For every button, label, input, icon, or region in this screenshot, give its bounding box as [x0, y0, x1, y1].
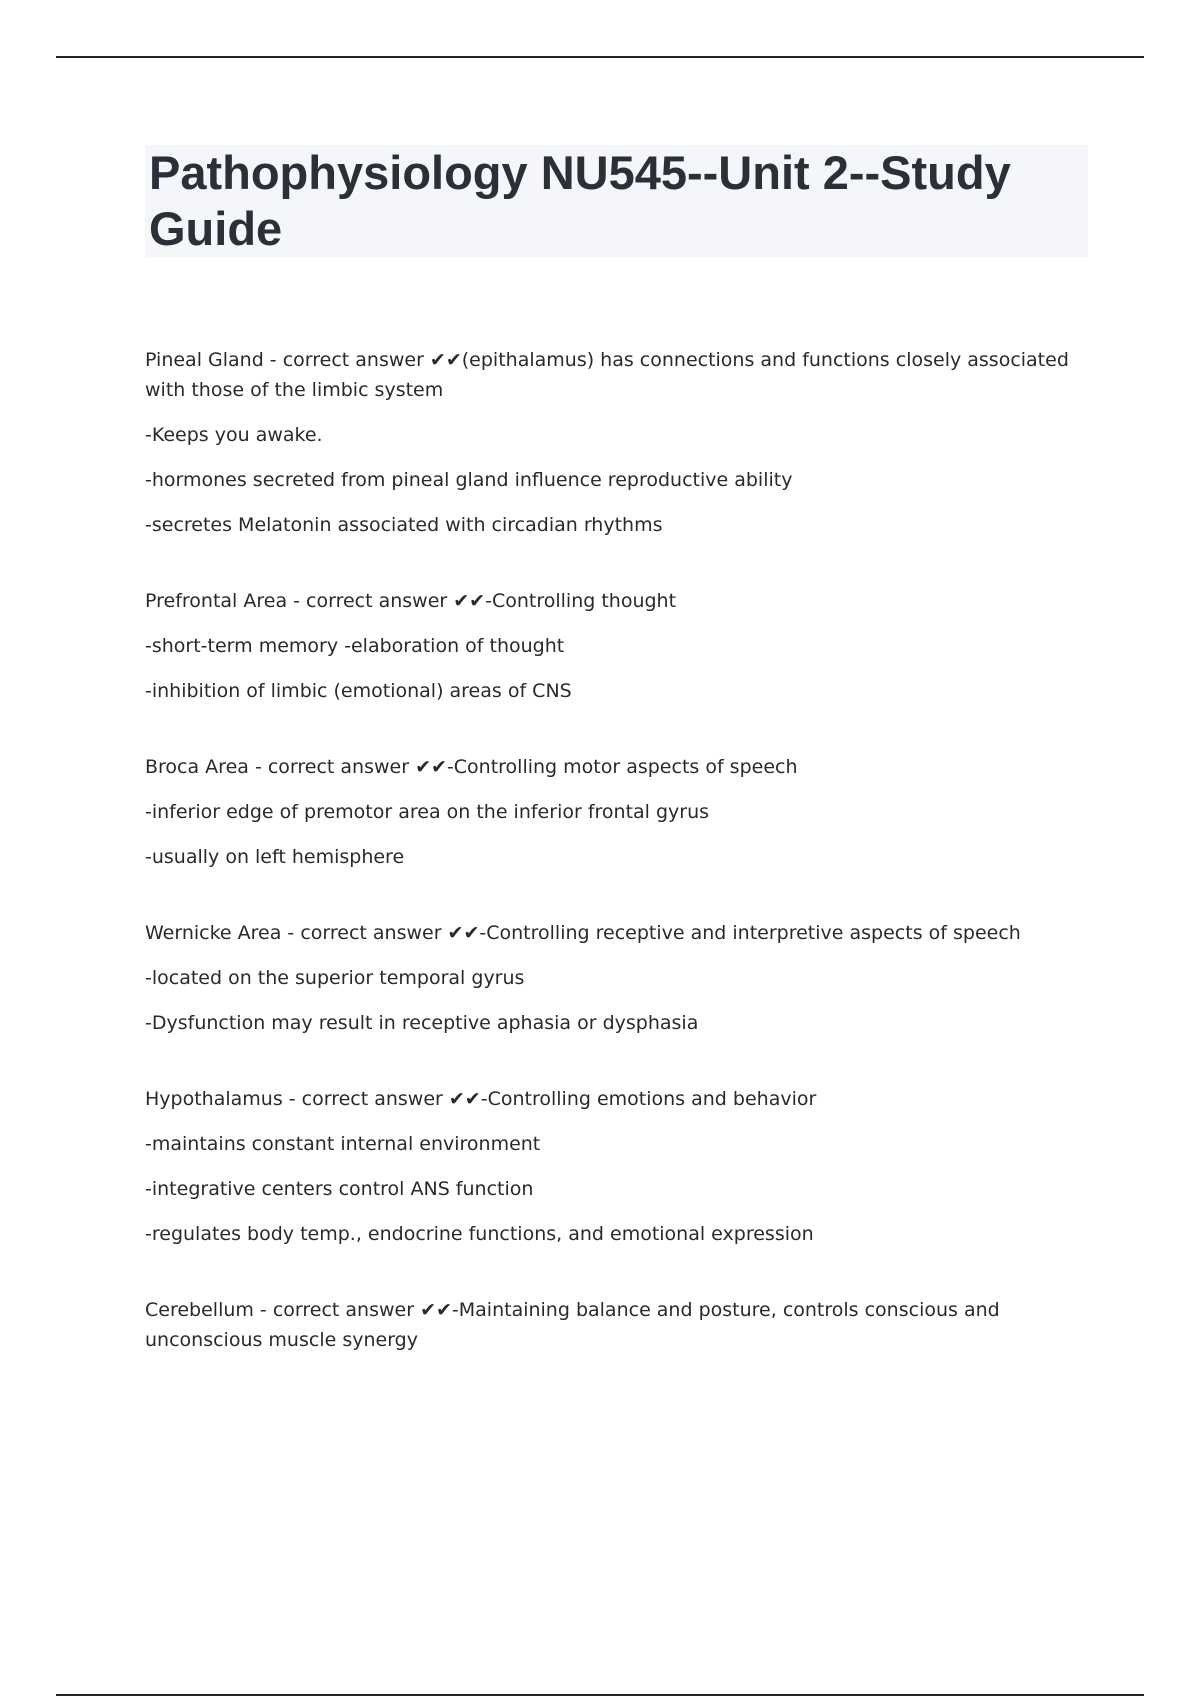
- entry-heading: Pineal Gland - correct answer ✔✔(epithalamus) has connections and functions closely associated with those of the limbic system: [145, 349, 1069, 401]
- entry-detail: -integrative centers control ANS function: [145, 1178, 534, 1200]
- entry-wernicke-area: [145, 918, 1085, 1038]
- entry-detail: -usually on left hemisphere: [145, 846, 405, 868]
- entry-detail: -inferior edge of premotor area on the inferior frontal gyrus: [145, 801, 710, 823]
- entry-detail: -located on the superior temporal gyrus: [145, 967, 525, 989]
- top-divider: [56, 56, 1144, 58]
- entry-broca-area: [145, 752, 1085, 872]
- entry-hypothalamus: [145, 1084, 1085, 1249]
- entry-detail: -short-term memory -elaboration of thought: [145, 635, 565, 657]
- entry-prefrontal-area: [145, 586, 1085, 706]
- entry-detail: -secretes Melatonin associated with circadian rhythms: [145, 514, 663, 536]
- entry-pineal-gland: [145, 345, 1085, 540]
- entry-heading: Broca Area - correct answer ✔✔-Controlling motor aspects of speech: [145, 756, 798, 778]
- page-title: Pathophysiology NU545--Unit 2--Study Guide: [149, 146, 1011, 255]
- entry-detail: -regulates body temp., endocrine functions, and emotional expression: [145, 1223, 814, 1245]
- entry-detail: -maintains constant internal environment: [145, 1133, 541, 1155]
- entry-heading: Hypothalamus - correct answer ✔✔-Controlling emotions and behavior: [145, 1088, 817, 1110]
- study-guide-body: [145, 345, 1085, 1355]
- bottom-divider: [56, 1694, 1144, 1696]
- entry-detail: -Dysfunction may result in receptive aphasia or dysphasia: [145, 1012, 699, 1034]
- entry-detail: -hormones secreted from pineal gland influence reproductive ability: [145, 469, 793, 491]
- entry-detail: -inhibition of limbic (emotional) areas of CNS: [145, 680, 572, 702]
- entry-heading: Cerebellum - correct answer ✔✔-Maintaining balance and posture, controls conscious and unconscious muscle synergy: [145, 1299, 1000, 1351]
- entry-cerebellum: [145, 1295, 1085, 1355]
- entry-heading: Wernicke Area - correct answer ✔✔-Controlling receptive and interpretive aspects of speech: [145, 922, 1021, 944]
- entry-detail: -Keeps you awake.: [145, 424, 323, 446]
- entry-heading: Prefrontal Area - correct answer ✔✔-Controlling thought: [145, 590, 677, 612]
- title-banner: [145, 145, 1088, 257]
